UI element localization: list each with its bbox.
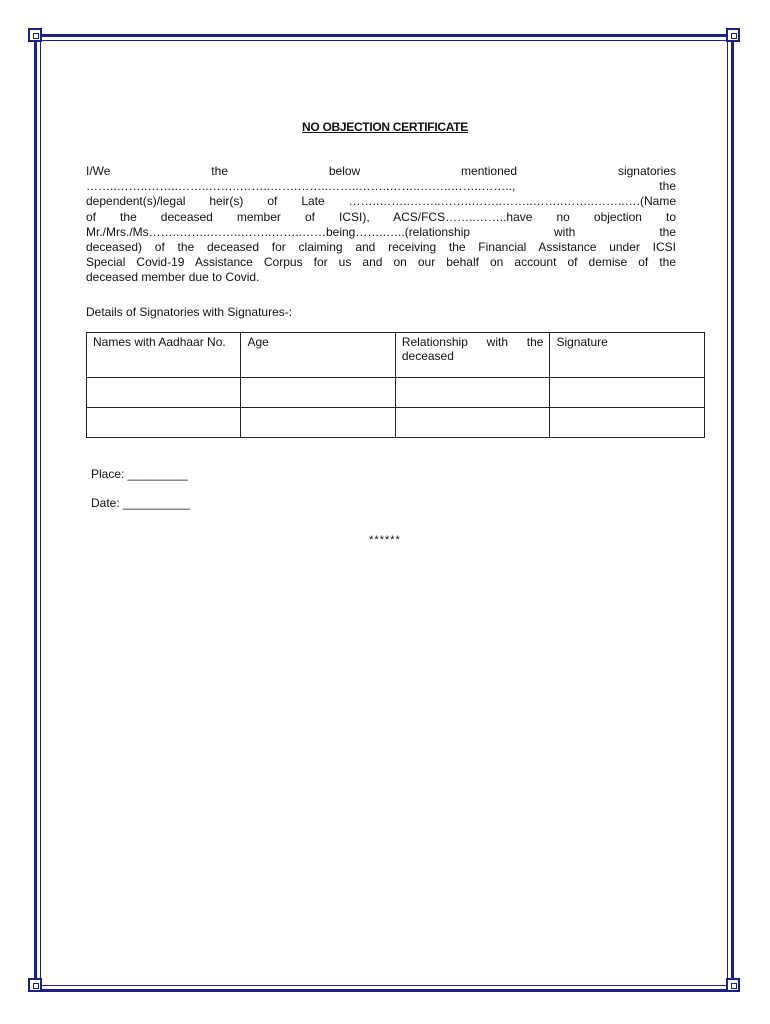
paragraph-line: I/We the below mentioned signatories: [86, 164, 676, 178]
table-cell[interactable]: [550, 378, 705, 408]
paragraph-line: deceased) of the deceased for claiming and receiving the Financial Assistance under ICSI: [86, 240, 676, 255]
place-field: Place: _________: [91, 467, 188, 481]
corner-ornament-bottom-left: [28, 978, 42, 992]
corner-ornament-top-right: [726, 28, 740, 42]
table-cell[interactable]: [395, 378, 550, 408]
table-row: [87, 408, 705, 438]
signatories-table: [86, 332, 705, 438]
table-cell[interactable]: [241, 408, 395, 438]
paragraph-line: dependent(s)/legal heir(s) of Late ……..……..……..……..……..……..……..……..……..….(Name: [86, 194, 676, 209]
paragraph-line: Special Covid-19 Assistance Corpus for us and on our behalf on account of demise of the: [86, 255, 676, 270]
details-label: Details of Signatories with Signatures-:: [86, 305, 293, 319]
paragraph-line: of the deceased member of ICSI), ACS/FCS……..……..have no objection to: [86, 209, 676, 224]
header-label: Signature: [556, 335, 608, 349]
declaration-paragraph: [86, 164, 676, 286]
table-row: [87, 378, 705, 408]
table-header-row: [87, 333, 705, 378]
end-marker: ******: [369, 534, 401, 546]
table-cell[interactable]: [241, 378, 395, 408]
table-cell[interactable]: [395, 408, 550, 438]
table-cell[interactable]: [550, 408, 705, 438]
date-field: Date: __________: [91, 496, 190, 510]
header-label: Age: [247, 335, 269, 349]
header-label: Relationship with the deceased: [401, 335, 544, 363]
paragraph-line: deceased member due to Covid.: [86, 270, 260, 285]
header-label: Names with Aadhaar No.: [93, 335, 226, 349]
table-header-signature: [550, 333, 705, 378]
table-cell[interactable]: [87, 378, 241, 408]
corner-ornament-top-left: [28, 28, 42, 42]
corner-ornament-bottom-right: [726, 978, 740, 992]
table-cell[interactable]: [87, 408, 241, 438]
paragraph-line: ……..……..……..……..……..……..…….……..……..……..……..……..……..…….., the: [86, 179, 676, 194]
document-title: NO OBJECTION CERTIFICATE: [302, 120, 468, 134]
paragraph-line: Mr./Mrs./Ms……..……..……..……..……..……being……..…..(relationship with the: [86, 224, 676, 239]
table-header-age: [241, 333, 395, 378]
table-header-relationship: [395, 333, 550, 378]
table-header-names: [87, 333, 241, 378]
